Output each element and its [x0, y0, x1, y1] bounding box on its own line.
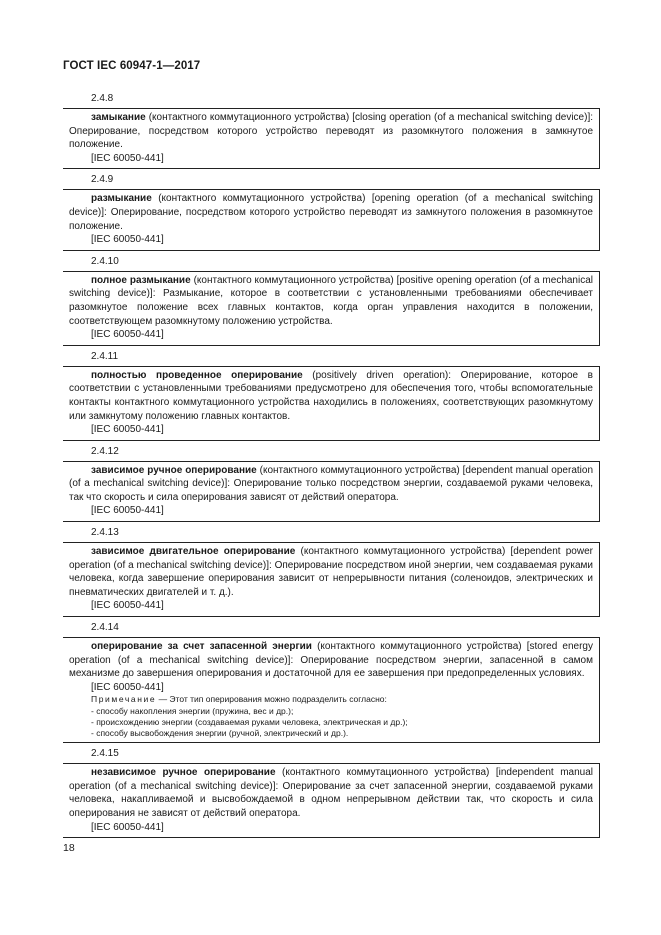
definition-box	[63, 108, 600, 169]
definition-text	[69, 111, 593, 152]
definition-text	[69, 274, 593, 328]
definition-text	[69, 192, 593, 233]
definition-box	[63, 542, 600, 617]
definition-text	[69, 766, 593, 820]
term: полное размыкание	[91, 274, 191, 286]
definition-body: (контактного коммутационного устройства) [dependent manual operation (of a mechanical switching device)]: Оперирование только посредством энергии, создаваемой руками человека, так что скорость и сила оперирования зависят от действий оператора.	[69, 464, 594, 503]
clause-number: 2.4.9	[91, 174, 114, 186]
definition-body: (контактного коммутационного устройства) [dependent power operation (of a mechanical switching device)]: Оперирование посредством иной энергии, чем создаваемая руками человека, когда завершение оперирования зависит от непрерывности питания (соленоидов, электрических и пневматических двигателей и т. д.).	[69, 546, 593, 598]
term: полностью проведенное оперирование	[91, 369, 303, 381]
source-reference: [IEC 60050-441]	[91, 234, 164, 246]
term: независимое ручное оперирование	[91, 767, 276, 779]
term: замыкание	[91, 112, 146, 123]
definition-box	[63, 271, 600, 346]
definition-body: (контактного коммутационного устройства) [closing operation (of a mechanical switching device)]: Оперирование, посредством которого устройство переводят из разомкнутого положения в замкнутое положение.	[69, 112, 593, 151]
definition-body: (positively driven operation): Оперирование, которое в соответствии с установленными требованиями предусмотрено для обеспечения того, чтобы вспомогательные контакты контактного коммутационного устройства находились в положениях, соответствующих разомкнутому или замкнутому положению главных контактов.	[69, 369, 593, 422]
clause-number: 2.4.14	[91, 622, 119, 634]
document-header: ГОСТ IEC 60947-1—2017	[63, 60, 201, 72]
source-reference: [IEC 60050-441]	[91, 329, 164, 341]
definition-body: (контактного коммутационного устройства) [opening operation (of a mechanical switching device)]: Оперирование, посредством которого устройство переводят из замкнутого положения в разомкнутое положение.	[69, 193, 593, 232]
definition-box	[63, 637, 600, 743]
definition-body: (контактного коммутационного устройства) [independent manual operation (of a mechanical switching device)]: Оперирование за счет запасенной энергии, создаваемой руками человека, накапливаемой и высвобождаемой в одном непрерывном действии так, что скорость и сила оперирования не зависят от действий оператора.	[69, 767, 593, 819]
clause-number: 2.4.13	[91, 527, 119, 539]
page-number: 18	[63, 842, 75, 854]
definition-box	[63, 189, 600, 250]
term: размыкание	[91, 193, 152, 205]
clause-number: 2.4.10	[91, 255, 119, 267]
definition-text	[69, 640, 593, 681]
definition-body: (контактного коммутационного устройства) [stored energy operation (of a mechanical switching device)]: Оперирование посредством энергии, запасенной в самом механизме до завершения оперирования и достаточной для ее завершения при предопределенных условиях.	[69, 641, 593, 680]
note-label: Примечание	[91, 694, 157, 705]
source-reference: [IEC 60050-441]	[91, 600, 164, 612]
clause-number: 2.4.15	[91, 748, 119, 760]
definition-body: (контактного коммутационного устройства) [positive opening operation (of a mechanical switching device)]: Размыкание, которое в соответствии с установленными требованиями обеспечивает разомкнутое положение всех главных контактов, когда орган управления находится в положении, соответствующем разомкнутому положению устройства.	[69, 274, 594, 327]
note	[69, 694, 593, 739]
clause-number: 2.4.8	[91, 93, 114, 104]
clause-number: 2.4.12	[91, 445, 119, 457]
note-heading	[91, 694, 593, 705]
term: оперирование за счет запасенной энергии	[91, 641, 312, 653]
definition-box	[63, 461, 600, 522]
source-reference: [IEC 60050-441]	[91, 152, 164, 164]
definition-box	[63, 366, 600, 441]
clause-number: 2.4.11	[91, 350, 119, 362]
definition-box	[63, 763, 600, 838]
definitions-list	[63, 92, 600, 842]
note-item: - способу накопления энергии (пружина, вес и др.);	[91, 705, 294, 716]
source-reference: [IEC 60050-441]	[91, 505, 164, 517]
note-item: - способу высвобождения энергии (ручной, электрический и др.).	[91, 728, 349, 739]
source-reference: [IEC 60050-441]	[91, 424, 164, 436]
term: зависимое двигательное оперирование	[91, 546, 296, 558]
definition-text	[69, 464, 593, 505]
source-reference: [IEC 60050-441]	[91, 681, 164, 693]
definition-text	[69, 545, 593, 599]
definition-text	[69, 369, 593, 423]
note-text: — Этот тип оперирования можно подразделить согласно:	[156, 694, 387, 705]
source-reference: [IEC 60050-441]	[91, 821, 164, 833]
note-item: - происхождению энергии (создаваемая руками человека, электрическая и др.);	[91, 716, 408, 727]
term: зависимое ручное оперирование	[91, 464, 257, 476]
